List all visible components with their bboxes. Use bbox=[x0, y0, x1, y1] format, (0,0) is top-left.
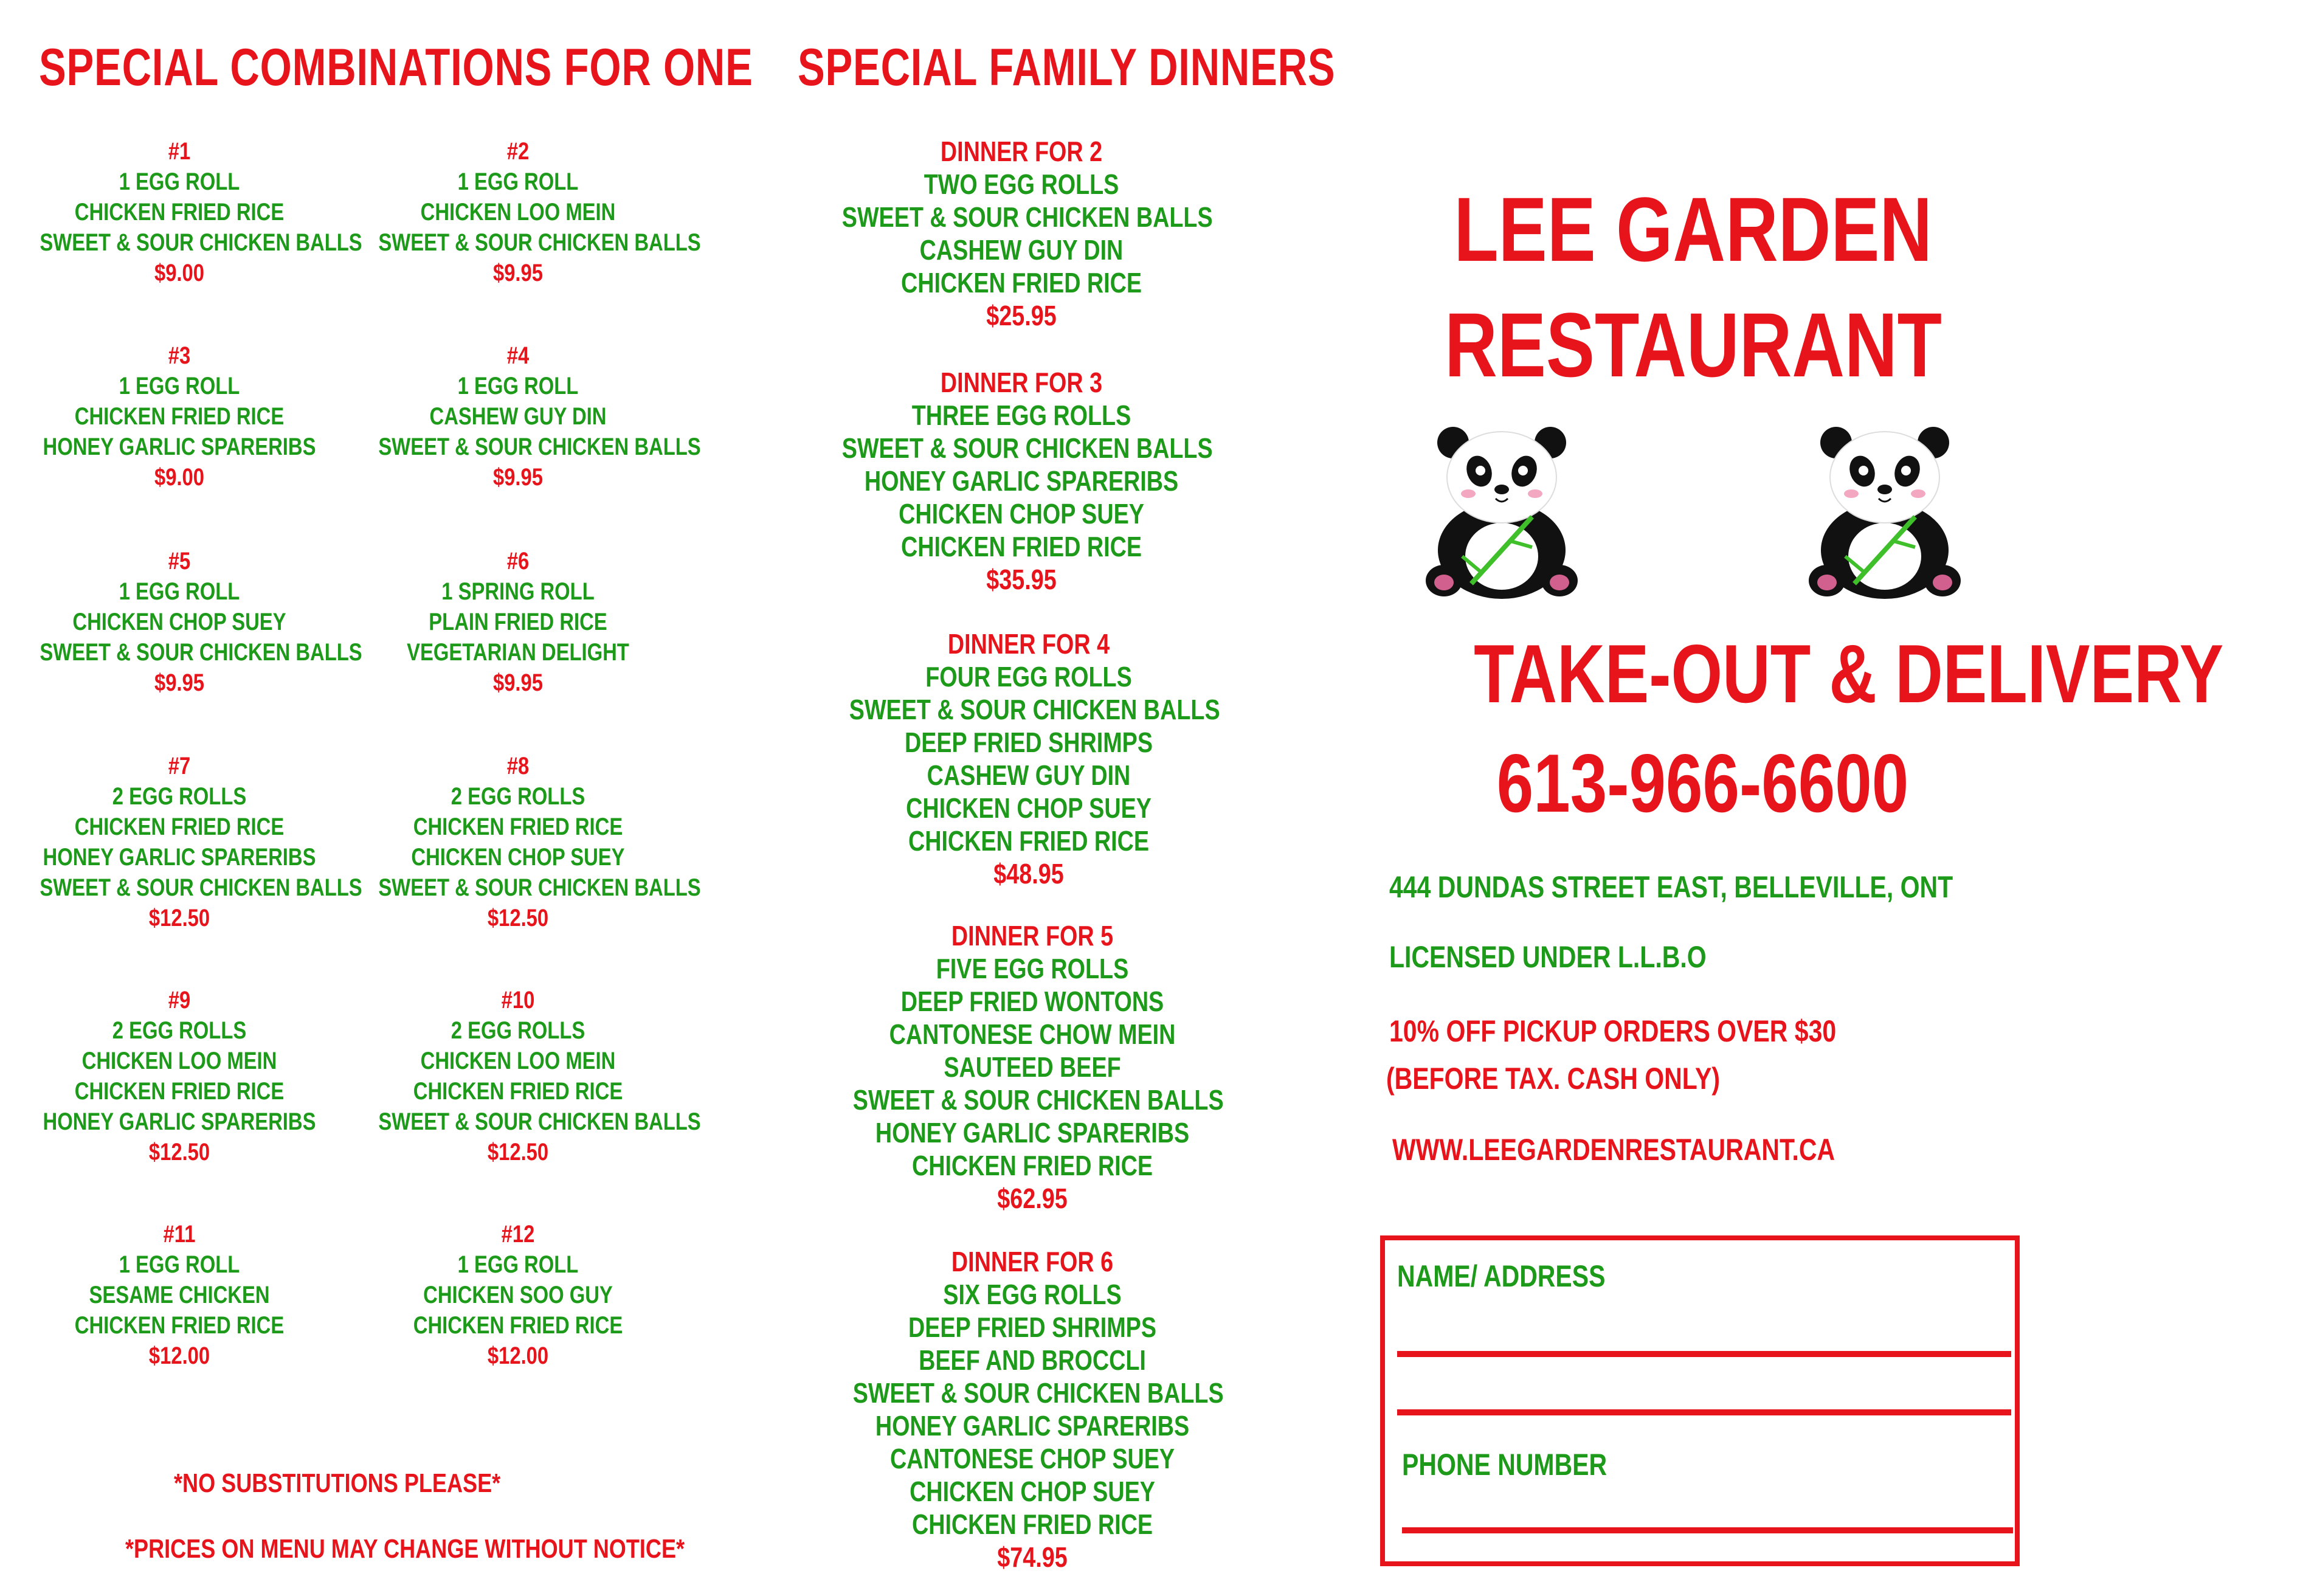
dinner-dish: SWEET & SOUR CHICKEN BALLS bbox=[852, 1084, 1224, 1116]
combo-number: #7 bbox=[168, 753, 191, 779]
name-address-field-line2[interactable] bbox=[1397, 1409, 2011, 1415]
combo-item bbox=[9, 751, 362, 933]
combo-number: #2 bbox=[506, 138, 530, 165]
dinner-dish: TWO EGG ROLLS bbox=[924, 168, 1119, 200]
dinner-dish: CHICKEN FRIED RICE bbox=[911, 1508, 1153, 1540]
name-address-field[interactable] bbox=[1397, 1351, 2011, 1357]
address: 444 DUNDAS STREET EAST, BELLEVILLE, ONT bbox=[1389, 870, 1953, 904]
combo-dish: CASHEW GUY DIN bbox=[429, 403, 607, 430]
combo-number: #8 bbox=[506, 753, 530, 779]
combo-price: $9.00 bbox=[154, 464, 205, 491]
dinner-title: DINNER FOR 6 bbox=[951, 1246, 1114, 1277]
no-substitutions-note: *NO SUBSTITUTIONS PLEASE* bbox=[174, 1468, 501, 1498]
combo-dish: 1 EGG ROLL bbox=[119, 1251, 240, 1278]
combo-item bbox=[9, 136, 362, 288]
discount-terms: (BEFORE TAX. CASH ONLY) bbox=[1386, 1062, 1720, 1096]
dinner-dish: CHICKEN CHOP SUEY bbox=[906, 792, 1152, 824]
combo-dish: CHICKEN FRIED RICE bbox=[74, 1312, 285, 1339]
family-dinner bbox=[810, 627, 1248, 890]
panda-icon bbox=[1420, 426, 1584, 602]
dinner-dish: SWEET & SOUR CHICKEN BALLS bbox=[841, 432, 1213, 464]
combo-dish: CHICKEN FRIED RICE bbox=[74, 199, 285, 226]
dinner-dish: SIX EGG ROLLS bbox=[943, 1279, 1122, 1310]
combo-price: $12.50 bbox=[148, 905, 210, 931]
combo-dish: CHICKEN FRIED RICE bbox=[413, 1078, 623, 1105]
combo-price: $12.50 bbox=[487, 905, 549, 931]
dinner-dish: DEEP FRIED WONTONS bbox=[900, 986, 1164, 1017]
combo-dish: 1 EGG ROLL bbox=[119, 168, 240, 195]
website-link[interactable]: WWW.LEEGARDENRESTAURANT.CA bbox=[1392, 1133, 1835, 1167]
family-dinner bbox=[813, 919, 1251, 1215]
combo-price: $12.00 bbox=[148, 1342, 210, 1369]
combo-dish: 1 EGG ROLL bbox=[119, 578, 240, 605]
restaurant-name: LEE GARDEN RESTAURANT bbox=[1445, 178, 1942, 396]
combo-item bbox=[348, 136, 701, 288]
order-form bbox=[1380, 1235, 2020, 1566]
combo-dish: SWEET & SOUR CHICKEN BALLS bbox=[378, 1108, 701, 1135]
dinner-price: $62.95 bbox=[997, 1183, 1068, 1214]
combo-number: #6 bbox=[506, 548, 530, 575]
dinner-price: $35.95 bbox=[986, 564, 1057, 595]
combo-price: $12.00 bbox=[487, 1342, 549, 1369]
dinner-dish: CASHEW GUY DIN bbox=[927, 759, 1131, 791]
combo-dish: CHICKEN SOO GUY bbox=[423, 1282, 613, 1308]
combo-dish: SWEET & SOUR CHICKEN BALLS bbox=[40, 639, 362, 666]
discount-offer: 10% OFF PICKUP ORDERS OVER $30 bbox=[1389, 1014, 1837, 1048]
family-dinner bbox=[803, 135, 1240, 332]
combo-item bbox=[348, 1219, 688, 1371]
combo-item bbox=[348, 546, 688, 698]
dinner-dish: CASHEW GUY DIN bbox=[919, 234, 1124, 266]
phone-number: 613-966-6600 bbox=[1496, 737, 1908, 829]
combo-dish: CHICKEN CHOP SUEY bbox=[72, 609, 286, 635]
combo-dish: SWEET & SOUR CHICKEN BALLS bbox=[378, 434, 701, 460]
combo-price: $12.50 bbox=[148, 1139, 210, 1166]
combo-dish: 1 SPRING ROLL bbox=[441, 578, 595, 605]
combo-dish: CHICKEN FRIED RICE bbox=[74, 814, 285, 840]
combo-number: #10 bbox=[501, 987, 535, 1014]
family-dinners-title: SPECIAL FAMILY DINNERS bbox=[798, 38, 1336, 97]
dinner-title: DINNER FOR 5 bbox=[951, 920, 1114, 952]
dinner-price: $74.95 bbox=[997, 1541, 1068, 1573]
combo-dish: 1 EGG ROLL bbox=[457, 373, 579, 399]
combo-dish: CHICKEN LOO MEIN bbox=[420, 1048, 616, 1074]
price-change-note: *PRICES ON MENU MAY CHANGE WITHOUT NOTICE* bbox=[125, 1534, 685, 1564]
dinner-dish: CHICKEN CHOP SUEY bbox=[899, 498, 1144, 530]
license: LICENSED UNDER L.L.B.O bbox=[1389, 940, 1707, 974]
combo-dish: SWEET & SOUR CHICKEN BALLS bbox=[40, 229, 362, 256]
dinner-dish: CANTONESE CHOW MEIN bbox=[889, 1018, 1176, 1050]
combo-dish: 2 EGG ROLLS bbox=[451, 783, 585, 810]
combo-price: $9.95 bbox=[154, 669, 205, 696]
combo-number: #9 bbox=[168, 987, 191, 1014]
combo-dish: 2 EGG ROLLS bbox=[451, 1017, 585, 1044]
name-address-label: NAME/ ADDRESS bbox=[1397, 1259, 1606, 1293]
dinner-dish: SAUTEED BEEF bbox=[944, 1051, 1121, 1083]
dinner-title: DINNER FOR 4 bbox=[947, 628, 1110, 660]
combo-dish: 2 EGG ROLLS bbox=[112, 783, 247, 810]
dinner-price: $48.95 bbox=[993, 858, 1064, 890]
combo-item bbox=[348, 340, 701, 492]
dinner-dish: CHICKEN FRIED RICE bbox=[900, 267, 1142, 299]
combo-dish: CHICKEN FRIED RICE bbox=[74, 1078, 285, 1105]
combo-price: $9.95 bbox=[492, 669, 544, 696]
combo-item bbox=[9, 546, 362, 698]
dinner-dish: HONEY GARLIC SPARERIBS bbox=[864, 465, 1179, 497]
combo-dish: VEGETARIAN DELIGHT bbox=[407, 639, 629, 666]
combo-number: #12 bbox=[501, 1221, 535, 1248]
combo-price: $12.50 bbox=[487, 1139, 549, 1166]
combo-item bbox=[9, 985, 350, 1167]
family-dinner bbox=[813, 1245, 1251, 1574]
dinner-dish: BEEF AND BROCCLI bbox=[919, 1344, 1146, 1376]
service-heading: TAKE-OUT & DELIVERY bbox=[1474, 627, 2224, 720]
combo-dish: 1 EGG ROLL bbox=[457, 1251, 579, 1278]
dinner-dish: DEEP FRIED SHRIMPS bbox=[908, 1311, 1157, 1343]
combo-item bbox=[348, 751, 701, 933]
combo-item bbox=[9, 340, 350, 492]
dinner-dish: THREE EGG ROLLS bbox=[911, 399, 1131, 431]
combo-dish: SWEET & SOUR CHICKEN BALLS bbox=[378, 874, 701, 901]
combo-dish: CHICKEN FRIED RICE bbox=[74, 403, 285, 430]
combo-dish: 1 EGG ROLL bbox=[119, 373, 240, 399]
dinner-dish: DEEP FRIED SHRIMPS bbox=[904, 727, 1153, 758]
combo-dish: CHICKEN LOO MEIN bbox=[420, 199, 616, 226]
combo-number: #4 bbox=[506, 342, 530, 369]
combo-dish: SWEET & SOUR CHICKEN BALLS bbox=[40, 874, 362, 901]
combo-price: $9.95 bbox=[492, 260, 544, 286]
combo-item bbox=[9, 1219, 350, 1371]
dinner-dish: CHICKEN FRIED RICE bbox=[908, 825, 1150, 857]
combo-dish: CHICKEN LOO MEIN bbox=[81, 1048, 277, 1074]
dinner-dish: CANTONESE CHOP SUEY bbox=[889, 1443, 1175, 1474]
combo-dish: PLAIN FRIED RICE bbox=[429, 609, 607, 635]
combo-dish: 1 EGG ROLL bbox=[457, 168, 579, 195]
combo-number: #3 bbox=[168, 342, 191, 369]
combo-dish: CHICKEN FRIED RICE bbox=[413, 814, 623, 840]
combo-number: #5 bbox=[168, 548, 191, 575]
dinner-dish: HONEY GARLIC SPARERIBS bbox=[875, 1410, 1190, 1442]
dinner-dish: CHICKEN CHOP SUEY bbox=[910, 1476, 1155, 1507]
dinner-dish: HONEY GARLIC SPARERIBS bbox=[875, 1117, 1190, 1149]
dinner-title: DINNER FOR 2 bbox=[940, 136, 1103, 167]
combo-dish: 2 EGG ROLLS bbox=[112, 1017, 247, 1044]
combo-number: #11 bbox=[163, 1221, 196, 1248]
combo-item bbox=[348, 985, 701, 1167]
combo-dish: SESAME CHICKEN bbox=[89, 1282, 270, 1308]
dinner-dish: SWEET & SOUR CHICKEN BALLS bbox=[841, 201, 1213, 233]
combos-title: SPECIAL COMBINATIONS FOR ONE bbox=[39, 38, 753, 97]
combo-dish: SWEET & SOUR CHICKEN BALLS bbox=[378, 229, 701, 256]
combo-dish: HONEY GARLIC SPARERIBS bbox=[43, 434, 316, 460]
combo-dish: HONEY GARLIC SPARERIBS bbox=[43, 844, 316, 871]
dinner-dish: CHICKEN FRIED RICE bbox=[911, 1150, 1153, 1181]
dinner-dish: FOUR EGG ROLLS bbox=[925, 661, 1132, 693]
combo-dish: HONEY GARLIC SPARERIBS bbox=[43, 1108, 316, 1135]
dinner-dish: FIVE EGG ROLLS bbox=[936, 953, 1129, 984]
combo-price: $9.95 bbox=[492, 464, 544, 491]
dinner-dish: CHICKEN FRIED RICE bbox=[900, 531, 1142, 562]
phone-number-field[interactable] bbox=[1402, 1527, 2013, 1533]
combo-dish: CHICKEN CHOP SUEY bbox=[411, 844, 625, 871]
family-dinner bbox=[803, 366, 1240, 596]
combo-number: #1 bbox=[168, 138, 191, 165]
dinner-dish: SWEET & SOUR CHICKEN BALLS bbox=[852, 1377, 1224, 1409]
combo-dish: CHICKEN FRIED RICE bbox=[413, 1312, 623, 1339]
phone-number-label: PHONE NUMBER bbox=[1402, 1448, 1607, 1482]
dinner-price: $25.95 bbox=[986, 300, 1057, 331]
dinner-dish: SWEET & SOUR CHICKEN BALLS bbox=[849, 694, 1220, 725]
combo-price: $9.00 bbox=[154, 260, 205, 286]
dinner-title: DINNER FOR 3 bbox=[940, 367, 1103, 398]
panda-icon bbox=[1803, 426, 1967, 602]
